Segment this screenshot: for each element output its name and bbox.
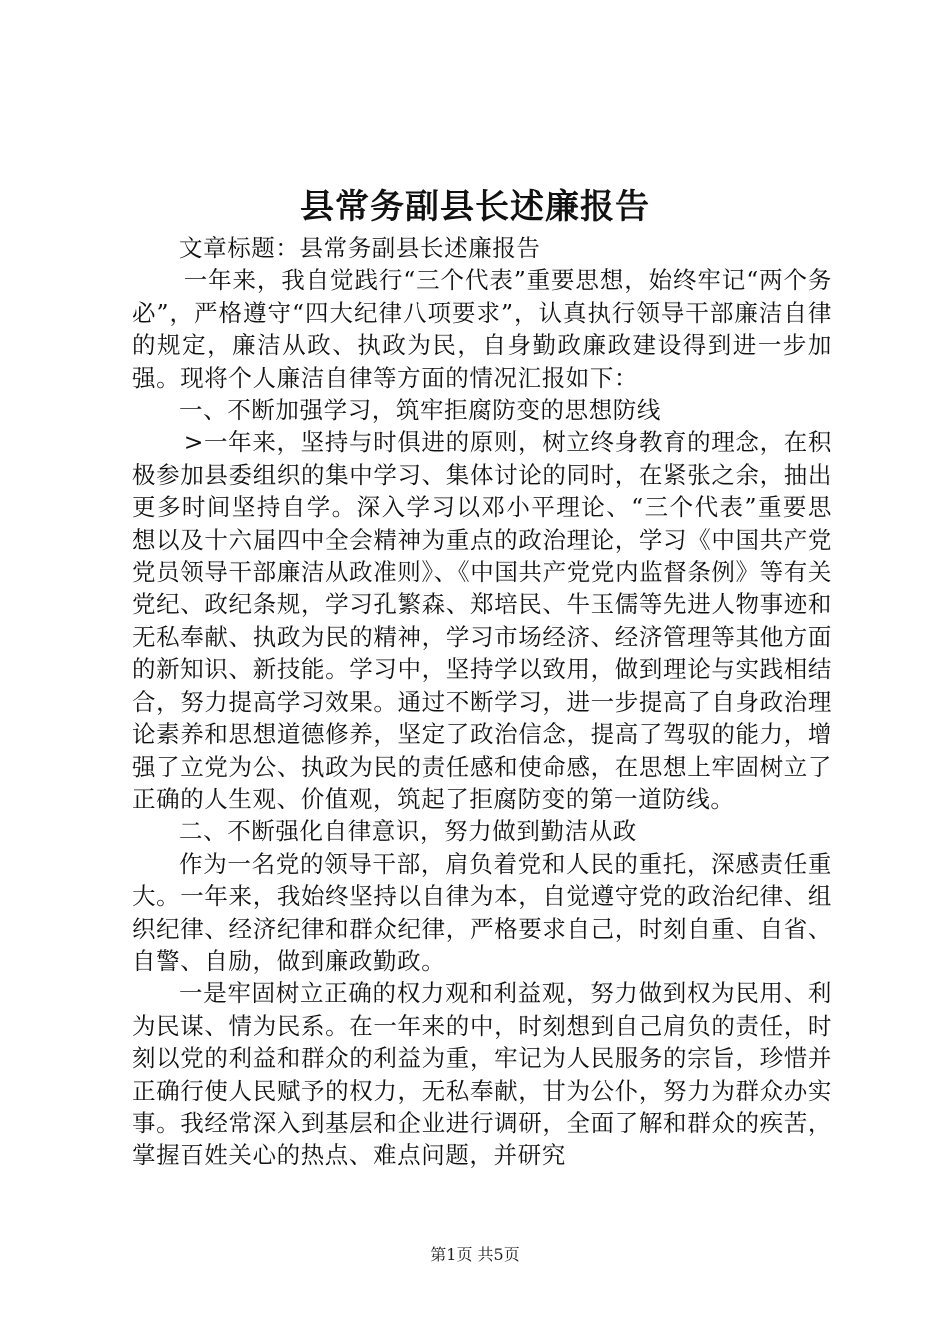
section-heading-1: 一、不断加强学习，筑牢拒腐防变的思想防线 [179, 396, 661, 425]
section-heading-2: 二、不断强化自律意识，努力做到勤洁从政 [179, 817, 637, 846]
page-footer: 第1页 共5页 [430, 1245, 520, 1264]
document-title: 县常务副县长述廉报告 [300, 187, 650, 227]
article-title-line: 文章标题：县常务副县长述廉报告 [179, 234, 541, 262]
section-2-point-1-paragraph: 一是牢固树立正确的权力观和利益观，努力做到权为民用、利为民谋、情为民系。在一年来的中，时刻想到自己肩负的责任，时刻以党的利益和群众的利益为重，牢记为人民服务的宗旨，珍惜并正确行使人民赋予的权力，无私奉献，甘为公仆，努力为群众办实事。我经常深入到基层和企业进行调研，全面了解和群众的疾苦，掌握百姓关心的热点、难点问题，并研究 [132, 979, 832, 1170]
section-2-paragraph: 作为一名党的领导干部，肩负着党和人民的重托，深感责任重大。一年来，我始终坚持以自律为本，自觉遵守党的政治纪律、组织纪律、经济纪律和群众纪律，严格要求自己，时刻自重、自省、自警、自励，做到廉政勤政。 [132, 849, 832, 975]
intro-paragraph: 一年来，我自觉践行“三个代表”重要思想，始终牢记“两个务必”，严格遵守“四大纪律八项要求”，认真执行领导干部廉洁自律的规定，廉洁从政、执政为民，自身勤政廉政建设得到进一步加强。现将个人廉洁自律等方面的情况汇报如下： [132, 266, 832, 392]
section-1-paragraph: >一年来，坚持与时俱进的原则，树立终身教育的理念，在积极参加县委组织的集中学习、集体讨论的同时，在紧张之余，抽出更多时间坚持自学。深入学习以邓小平理论、“三个代表”重要思想以及十六届四中全会精神为重点的政治理论，学习《中国共产党党员领导干部廉洁从政准则》、《中国共产党党内监督条例》等有关党纪、政纪条规，学习孔繁森、郑培民、牛玉儒等先进人物事迹和无私奉献、执政为民的精神，学习市场经济、经济管理等其他方面的新知识、新技能。学习中，坚持学以致用，做到理论与实践相结合，努力提高学习效果。通过不断学习，进一步提高了自身政治理论素养和思想道德修养，坚定了政治信念，提高了驾驭的能力，增强了立党为公、执政为民的责任感和使命感，在思想上牢固树立了正确的人生观、价值观，筑起了拒腐防变的第一道防线。 [132, 428, 832, 813]
document-body [132, 232, 832, 1172]
